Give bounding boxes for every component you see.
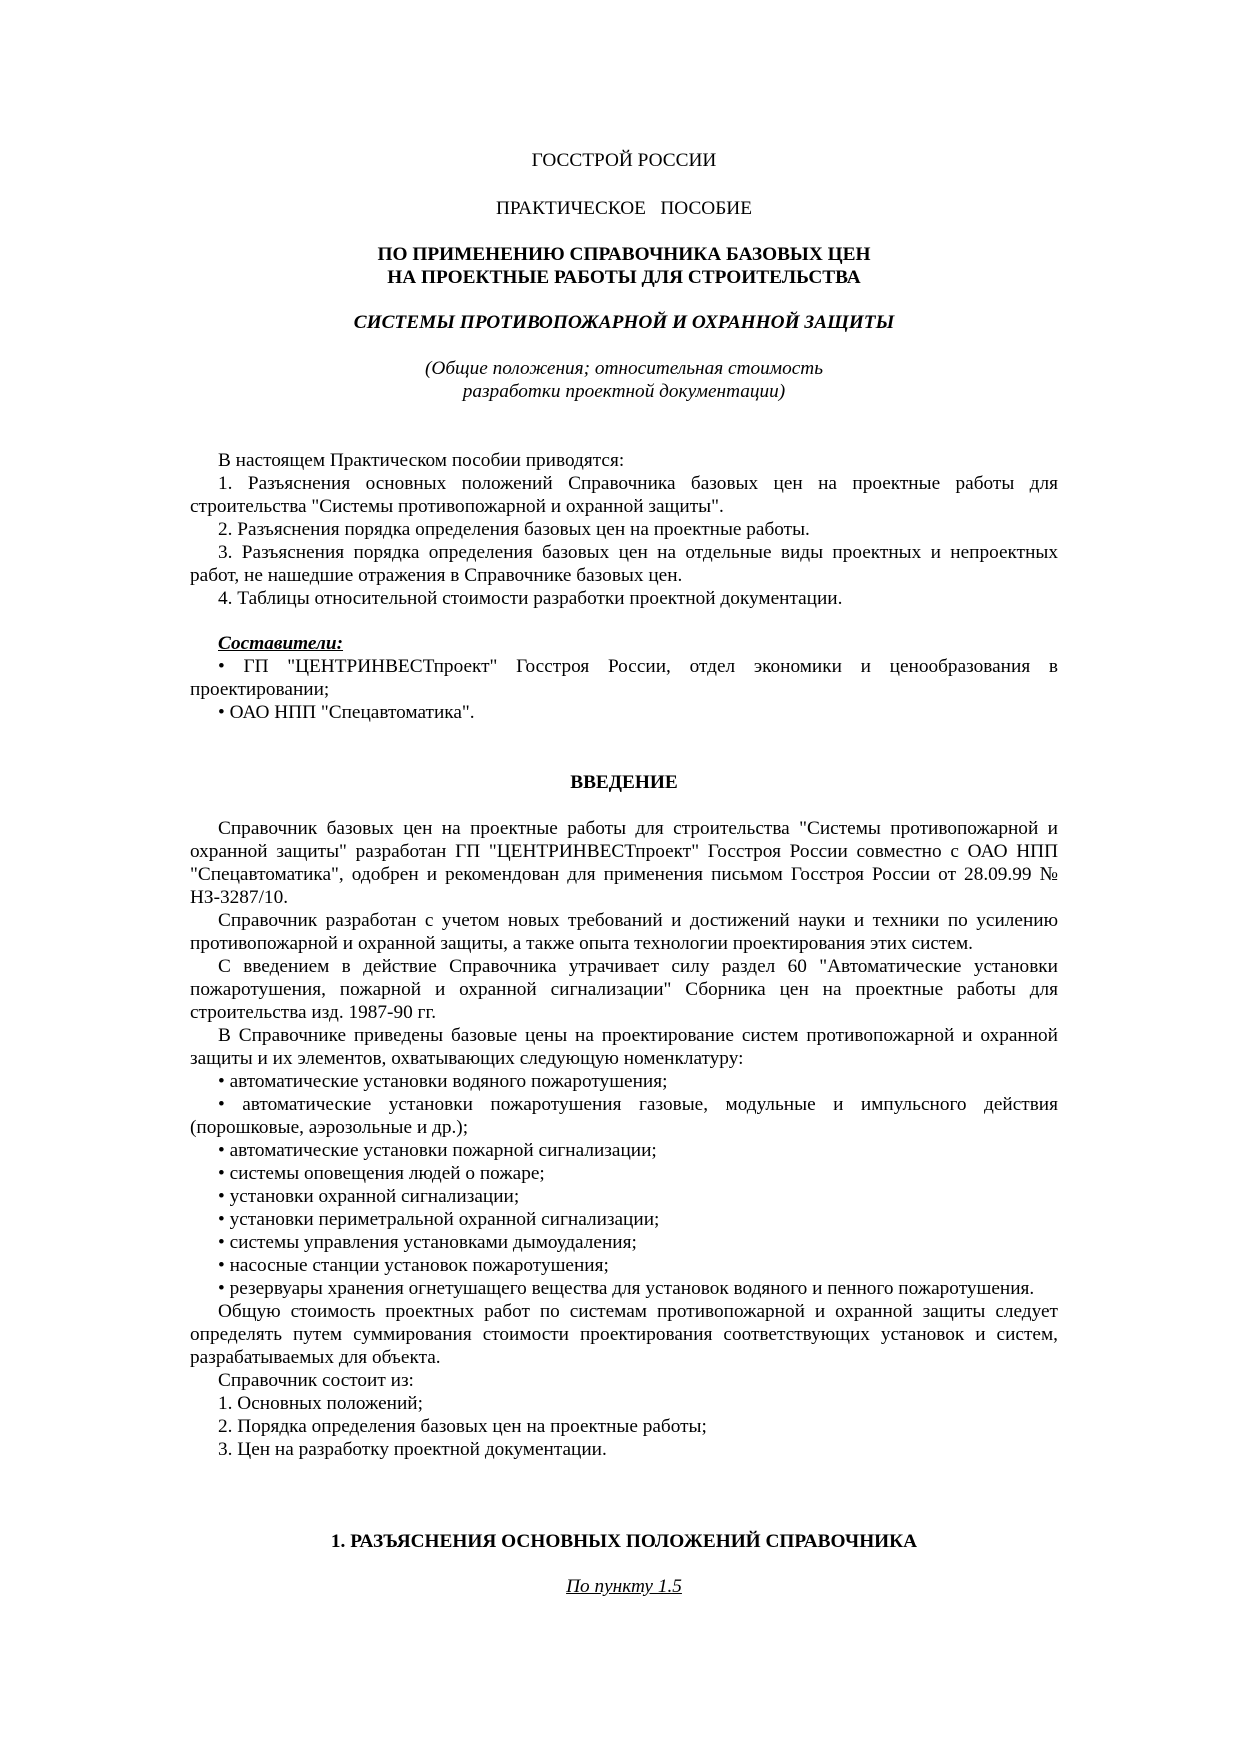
note-line-1: (Общие положения; относительная стоимость — [425, 358, 823, 379]
introduction-paragraph: Справочник разработан с учетом новых требований и достижений науки и техники по усилению противопожарной и охранной защиты, а также опыта технологии проектирования этих систем. — [190, 910, 1058, 954]
introduction-paragraph: С введением в действие Справочника утрачивает силу раздел 60 "Автоматические установки пожаротушения, пожарной и охранной сигнализации" Сборника цен на проектные работы для строительства изд. 1987-90 гг. — [190, 956, 1058, 1023]
author-item: • ГП "ЦЕНТРИНВЕСТпроект" Госстроя России, отдел экономики и ценообразования в проектировании; — [190, 656, 1058, 700]
note-line-2: разработки проектной документации) — [462, 381, 786, 402]
nomenclature-item: • насосные станции установок пожаротушения; — [218, 1255, 609, 1276]
title-line-1: ПО ПРИМЕНЕНИЮ СПРАВОЧНИКА БАЗОВЫХ ЦЕН — [377, 244, 871, 265]
introduction-heading: ВВЕДЕНИЕ — [570, 772, 678, 793]
intro-lead: В настоящем Практическом пособии приводятся: — [218, 450, 625, 471]
nomenclature-item: • установки периметральной охранной сигнализации; — [218, 1209, 660, 1230]
introduction-paragraph: В Справочнике приведены базовые цены на проектирование систем противопожарной и охранной защиты и их элементов, охватывающих следующую номенклатуру: — [190, 1025, 1058, 1069]
nomenclature-item: • системы управления установками дымоудаления; — [218, 1232, 637, 1253]
consists-item: 3. Цен на разработку проектной документации. — [218, 1439, 607, 1460]
intro-item: 2. Разъяснения порядка определения базовых цен на проектные работы. — [218, 519, 810, 540]
section-1-subheading-line — [190, 1575, 1058, 1598]
authors-heading: Составители: — [218, 633, 344, 654]
intro-item: 4. Таблицы относительной стоимости разработки проектной документации. — [218, 588, 843, 609]
introduction-body — [190, 817, 1058, 1461]
nomenclature-item: • автоматические установки пожаротушения газовые, модульные и импульсного действия (порошковые, аэрозольные и др.); — [190, 1094, 1058, 1138]
document-type: ПРАКТИЧЕСКОЕ ПОСОБИЕ — [495, 198, 753, 219]
intro-section — [190, 449, 1058, 610]
consists-lead: Справочник состоит из: — [218, 1370, 414, 1391]
authors-section — [190, 632, 1058, 724]
authors-heading-line — [190, 632, 1058, 655]
intro-item: 1. Разъяснения основных положений Справочника базовых цен на проектные работы для строительства "Системы противопожарной и охранной защиты". — [190, 473, 1058, 517]
title-line-2: НА ПРОЕКТНЫЕ РАБОТЫ ДЛЯ СТРОИТЕЛЬСТВА — [387, 267, 861, 288]
introduction-paragraph: Справочник базовых цен на проектные работы для строительства "Системы противопожарной и охранной защиты" разработан ГП "ЦЕНТРИНВЕСТпроект" Госстроя России совместно с ОАО НПП "Спецавтоматика", одобрен и рекомендован для применения письмом Госстроя России от 28.09.99 № НЗ-3287/10. — [190, 818, 1058, 908]
intro-item: 3. Разъяснения порядка определения базовых цен на отдельные виды проектных и непроектных работ, не нашедшие отражения в Справочнике базовых цен. — [190, 542, 1058, 586]
nomenclature-item: • автоматические установки водяного пожаротушения; — [218, 1071, 668, 1092]
nomenclature-item: • резервуары хранения огнетушащего вещества для установок водяного и пенного пожаротушения. — [218, 1278, 1035, 1299]
consists-item: 1. Основных положений; — [218, 1393, 423, 1414]
consists-item: 2. Порядка определения базовых цен на проектные работы; — [218, 1416, 707, 1437]
total-cost-paragraph: Общую стоимость проектных работ по системам противопожарной и охранной защиты следует определять путем суммирования стоимости проектирования соответствующих установок и систем, разрабатываемых для объекта. — [190, 1301, 1058, 1368]
section-1-subheading: По пункту 1.5 — [566, 1576, 682, 1597]
nomenclature-item: • установки охранной сигнализации; — [218, 1186, 520, 1207]
section-1-heading: 1. РАЗЪЯСНЕНИЯ ОСНОВНЫХ ПОЛОЖЕНИЙ СПРАВОЧНИКА — [330, 1531, 918, 1552]
author-item: • ОАО НПП "Спецавтоматика". — [218, 702, 475, 723]
nomenclature-item: • системы оповещения людей о пожаре; — [218, 1163, 545, 1184]
nomenclature-item: • автоматические установки пожарной сигнализации; — [218, 1140, 657, 1161]
agency-name: ГОССТРОЙ РОССИИ — [531, 150, 717, 171]
document-subtitle: СИСТЕМЫ ПРОТИВОПОЖАРНОЙ И ОХРАННОЙ ЗАЩИТЫ — [353, 312, 895, 333]
